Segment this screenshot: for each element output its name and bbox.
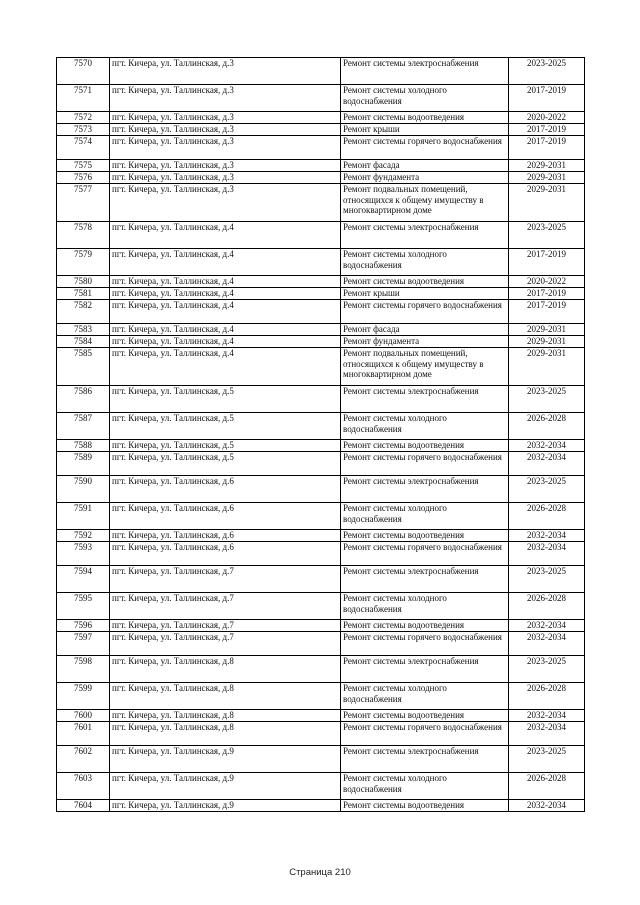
row-number: 7582 <box>57 300 110 324</box>
table-body <box>57 58 585 812</box>
row-address: пгт. Кичера, ул. Таллинская, д.4 <box>110 276 341 288</box>
row-work-type: Ремонт системы горячего водоснабжения <box>341 542 509 566</box>
row-work-type: Ремонт системы горячего водоснабжения <box>341 136 509 160</box>
row-number: 7594 <box>57 566 110 593</box>
row-period: 2017-2019 <box>509 300 585 324</box>
row-number: 7572 <box>57 112 110 124</box>
table-row <box>57 530 585 542</box>
row-number: 7590 <box>57 476 110 503</box>
table-row <box>57 172 585 184</box>
row-address: пгт. Кичера, ул. Таллинская, д.3 <box>110 124 341 136</box>
row-work-type: Ремонт системы водоотведения <box>341 440 509 452</box>
row-work-type: Ремонт системы электроснабжения <box>341 386 509 413</box>
row-number: 7604 <box>57 800 110 812</box>
row-number: 7583 <box>57 324 110 336</box>
row-work-type: Ремонт системы холодного водоснабжения <box>341 85 509 112</box>
row-period: 2029-2031 <box>509 324 585 336</box>
row-work-type: Ремонт системы электроснабжения <box>341 476 509 503</box>
table-row <box>57 440 585 452</box>
row-period: 2032-2034 <box>509 800 585 812</box>
row-number: 7589 <box>57 452 110 476</box>
row-period: 2032-2034 <box>509 722 585 746</box>
row-period: 2020-2022 <box>509 112 585 124</box>
table-row <box>57 452 585 476</box>
row-address: пгт. Кичера, ул. Таллинская, д.8 <box>110 710 341 722</box>
row-address: пгт. Кичера, ул. Таллинская, д.3 <box>110 184 341 222</box>
row-period: 2029-2031 <box>509 160 585 172</box>
row-number: 7600 <box>57 710 110 722</box>
row-number: 7585 <box>57 348 110 386</box>
row-address: пгт. Кичера, ул. Таллинская, д.9 <box>110 800 341 812</box>
row-address: пгт. Кичера, ул. Таллинская, д.8 <box>110 722 341 746</box>
row-number: 7580 <box>57 276 110 288</box>
repair-schedule-table <box>56 57 585 812</box>
table-row <box>57 476 585 503</box>
row-address: пгт. Кичера, ул. Таллинская, д.3 <box>110 136 341 160</box>
row-period: 2023-2025 <box>509 746 585 773</box>
row-period: 2026-2028 <box>509 773 585 800</box>
row-work-type: Ремонт системы электроснабжения <box>341 566 509 593</box>
row-number: 7579 <box>57 249 110 276</box>
row-address: пгт. Кичера, ул. Таллинская, д.4 <box>110 222 341 249</box>
row-work-type: Ремонт системы горячего водоснабжения <box>341 300 509 324</box>
table-row <box>57 800 585 812</box>
row-number: 7598 <box>57 656 110 683</box>
row-period: 2017-2019 <box>509 288 585 300</box>
table-row <box>57 336 585 348</box>
row-period: 2029-2031 <box>509 336 585 348</box>
row-number: 7592 <box>57 530 110 542</box>
row-period: 2026-2028 <box>509 413 585 440</box>
table-row <box>57 683 585 710</box>
row-period: 2026-2028 <box>509 503 585 530</box>
row-work-type: Ремонт системы электроснабжения <box>341 746 509 773</box>
row-work-type: Ремонт системы водоотведения <box>341 800 509 812</box>
row-address: пгт. Кичера, ул. Таллинская, д.3 <box>110 58 341 85</box>
row-period: 2017-2019 <box>509 249 585 276</box>
row-address: пгт. Кичера, ул. Таллинская, д.3 <box>110 172 341 184</box>
row-address: пгт. Кичера, ул. Таллинская, д.7 <box>110 632 341 656</box>
row-address: пгт. Кичера, ул. Таллинская, д.5 <box>110 452 341 476</box>
row-period: 2032-2034 <box>509 710 585 722</box>
row-number: 7596 <box>57 620 110 632</box>
table-row <box>57 656 585 683</box>
row-address: пгт. Кичера, ул. Таллинская, д.9 <box>110 746 341 773</box>
table-row <box>57 160 585 172</box>
row-address: пгт. Кичера, ул. Таллинская, д.8 <box>110 656 341 683</box>
row-work-type: Ремонт системы холодного водоснабжения <box>341 503 509 530</box>
table-row <box>57 620 585 632</box>
row-number: 7603 <box>57 773 110 800</box>
table-row <box>57 503 585 530</box>
row-work-type: Ремонт фасада <box>341 160 509 172</box>
table-row <box>57 300 585 324</box>
table-row <box>57 324 585 336</box>
row-period: 2023-2025 <box>509 476 585 503</box>
row-work-type: Ремонт системы водоотведения <box>341 112 509 124</box>
table-row <box>57 184 585 222</box>
row-period: 2017-2019 <box>509 124 585 136</box>
row-work-type: Ремонт подвальных помещений, относящихся к общему имуществу в многоквартирном доме <box>341 348 509 386</box>
row-period: 2017-2019 <box>509 85 585 112</box>
row-period: 2032-2034 <box>509 620 585 632</box>
row-address: пгт. Кичера, ул. Таллинская, д.6 <box>110 476 341 503</box>
table-row <box>57 288 585 300</box>
row-period: 2032-2034 <box>509 542 585 566</box>
row-work-type: Ремонт системы электроснабжения <box>341 222 509 249</box>
row-address: пгт. Кичера, ул. Таллинская, д.4 <box>110 336 341 348</box>
row-address: пгт. Кичера, ул. Таллинская, д.3 <box>110 112 341 124</box>
row-number: 7587 <box>57 413 110 440</box>
row-work-type: Ремонт фундамента <box>341 336 509 348</box>
table-row <box>57 276 585 288</box>
row-work-type: Ремонт системы водоотведения <box>341 710 509 722</box>
row-number: 7577 <box>57 184 110 222</box>
row-address: пгт. Кичера, ул. Таллинская, д.3 <box>110 160 341 172</box>
row-work-type: Ремонт системы водоотведения <box>341 620 509 632</box>
row-work-type: Ремонт подвальных помещений, относящихся к общему имуществу в многоквартирном доме <box>341 184 509 222</box>
row-address: пгт. Кичера, ул. Таллинская, д.4 <box>110 288 341 300</box>
row-work-type: Ремонт системы водоотведения <box>341 530 509 542</box>
table-row <box>57 112 585 124</box>
row-address: пгт. Кичера, ул. Таллинская, д.5 <box>110 440 341 452</box>
row-work-type: Ремонт системы горячего водоснабжения <box>341 632 509 656</box>
row-number: 7571 <box>57 85 110 112</box>
row-work-type: Ремонт системы водоотведения <box>341 276 509 288</box>
table-row <box>57 348 585 386</box>
table-row <box>57 386 585 413</box>
table-row <box>57 85 585 112</box>
row-work-type: Ремонт фундамента <box>341 172 509 184</box>
table-row <box>57 773 585 800</box>
row-number: 7586 <box>57 386 110 413</box>
table-row <box>57 710 585 722</box>
row-address: пгт. Кичера, ул. Таллинская, д.6 <box>110 503 341 530</box>
row-number: 7578 <box>57 222 110 249</box>
row-number: 7584 <box>57 336 110 348</box>
row-work-type: Ремонт системы горячего водоснабжения <box>341 452 509 476</box>
table-row <box>57 746 585 773</box>
row-number: 7574 <box>57 136 110 160</box>
row-period: 2029-2031 <box>509 184 585 222</box>
row-number: 7576 <box>57 172 110 184</box>
table-row <box>57 593 585 620</box>
table-row <box>57 413 585 440</box>
row-address: пгт. Кичера, ул. Таллинская, д.3 <box>110 85 341 112</box>
row-work-type: Ремонт системы холодного водоснабжения <box>341 593 509 620</box>
row-period: 2023-2025 <box>509 58 585 85</box>
table-row <box>57 542 585 566</box>
row-period: 2020-2022 <box>509 276 585 288</box>
table-row <box>57 222 585 249</box>
table-row <box>57 58 585 85</box>
table-row <box>57 722 585 746</box>
table-row <box>57 249 585 276</box>
row-work-type: Ремонт фасада <box>341 324 509 336</box>
row-work-type: Ремонт системы холодного водоснабжения <box>341 413 509 440</box>
page-number: Страница 210 <box>289 867 351 878</box>
row-period: 2023-2025 <box>509 566 585 593</box>
row-period: 2023-2025 <box>509 656 585 683</box>
row-address: пгт. Кичера, ул. Таллинская, д.9 <box>110 773 341 800</box>
row-period: 2026-2028 <box>509 593 585 620</box>
row-address: пгт. Кичера, ул. Таллинская, д.4 <box>110 348 341 386</box>
row-address: пгт. Кичера, ул. Таллинская, д.4 <box>110 249 341 276</box>
row-work-type: Ремонт крыши <box>341 124 509 136</box>
table-row <box>57 566 585 593</box>
row-period: 2023-2025 <box>509 222 585 249</box>
row-work-type: Ремонт системы горячего водоснабжения <box>341 722 509 746</box>
row-work-type: Ремонт системы электроснабжения <box>341 58 509 85</box>
row-address: пгт. Кичера, ул. Таллинская, д.5 <box>110 386 341 413</box>
row-address: пгт. Кичера, ул. Таллинская, д.4 <box>110 300 341 324</box>
row-address: пгт. Кичера, ул. Таллинская, д.6 <box>110 530 341 542</box>
row-number: 7602 <box>57 746 110 773</box>
row-address: пгт. Кичера, ул. Таллинская, д.7 <box>110 593 341 620</box>
row-work-type: Ремонт системы холодного водоснабжения <box>341 773 509 800</box>
row-number: 7581 <box>57 288 110 300</box>
row-number: 7591 <box>57 503 110 530</box>
row-work-type: Ремонт системы холодного водоснабжения <box>341 683 509 710</box>
row-period: 2026-2028 <box>509 683 585 710</box>
row-number: 7597 <box>57 632 110 656</box>
row-work-type: Ремонт системы электроснабжения <box>341 656 509 683</box>
row-number: 7599 <box>57 683 110 710</box>
row-number: 7575 <box>57 160 110 172</box>
row-address: пгт. Кичера, ул. Таллинская, д.7 <box>110 620 341 632</box>
row-address: пгт. Кичера, ул. Таллинская, д.4 <box>110 324 341 336</box>
row-address: пгт. Кичера, ул. Таллинская, д.7 <box>110 566 341 593</box>
row-number: 7601 <box>57 722 110 746</box>
row-period: 2032-2034 <box>509 530 585 542</box>
row-period: 2029-2031 <box>509 348 585 386</box>
table-row <box>57 632 585 656</box>
row-number: 7588 <box>57 440 110 452</box>
row-address: пгт. Кичера, ул. Таллинская, д.8 <box>110 683 341 710</box>
row-number: 7593 <box>57 542 110 566</box>
row-number: 7570 <box>57 58 110 85</box>
table-row <box>57 124 585 136</box>
row-period: 2029-2031 <box>509 172 585 184</box>
table-row <box>57 136 585 160</box>
row-period: 2023-2025 <box>509 386 585 413</box>
row-period: 2032-2034 <box>509 452 585 476</box>
row-number: 7595 <box>57 593 110 620</box>
row-period: 2017-2019 <box>509 136 585 160</box>
row-address: пгт. Кичера, ул. Таллинская, д.6 <box>110 542 341 566</box>
row-period: 2032-2034 <box>509 632 585 656</box>
row-address: пгт. Кичера, ул. Таллинская, д.5 <box>110 413 341 440</box>
row-number: 7573 <box>57 124 110 136</box>
row-period: 2032-2034 <box>509 440 585 452</box>
row-work-type: Ремонт системы холодного водоснабжения <box>341 249 509 276</box>
row-work-type: Ремонт крыши <box>341 288 509 300</box>
